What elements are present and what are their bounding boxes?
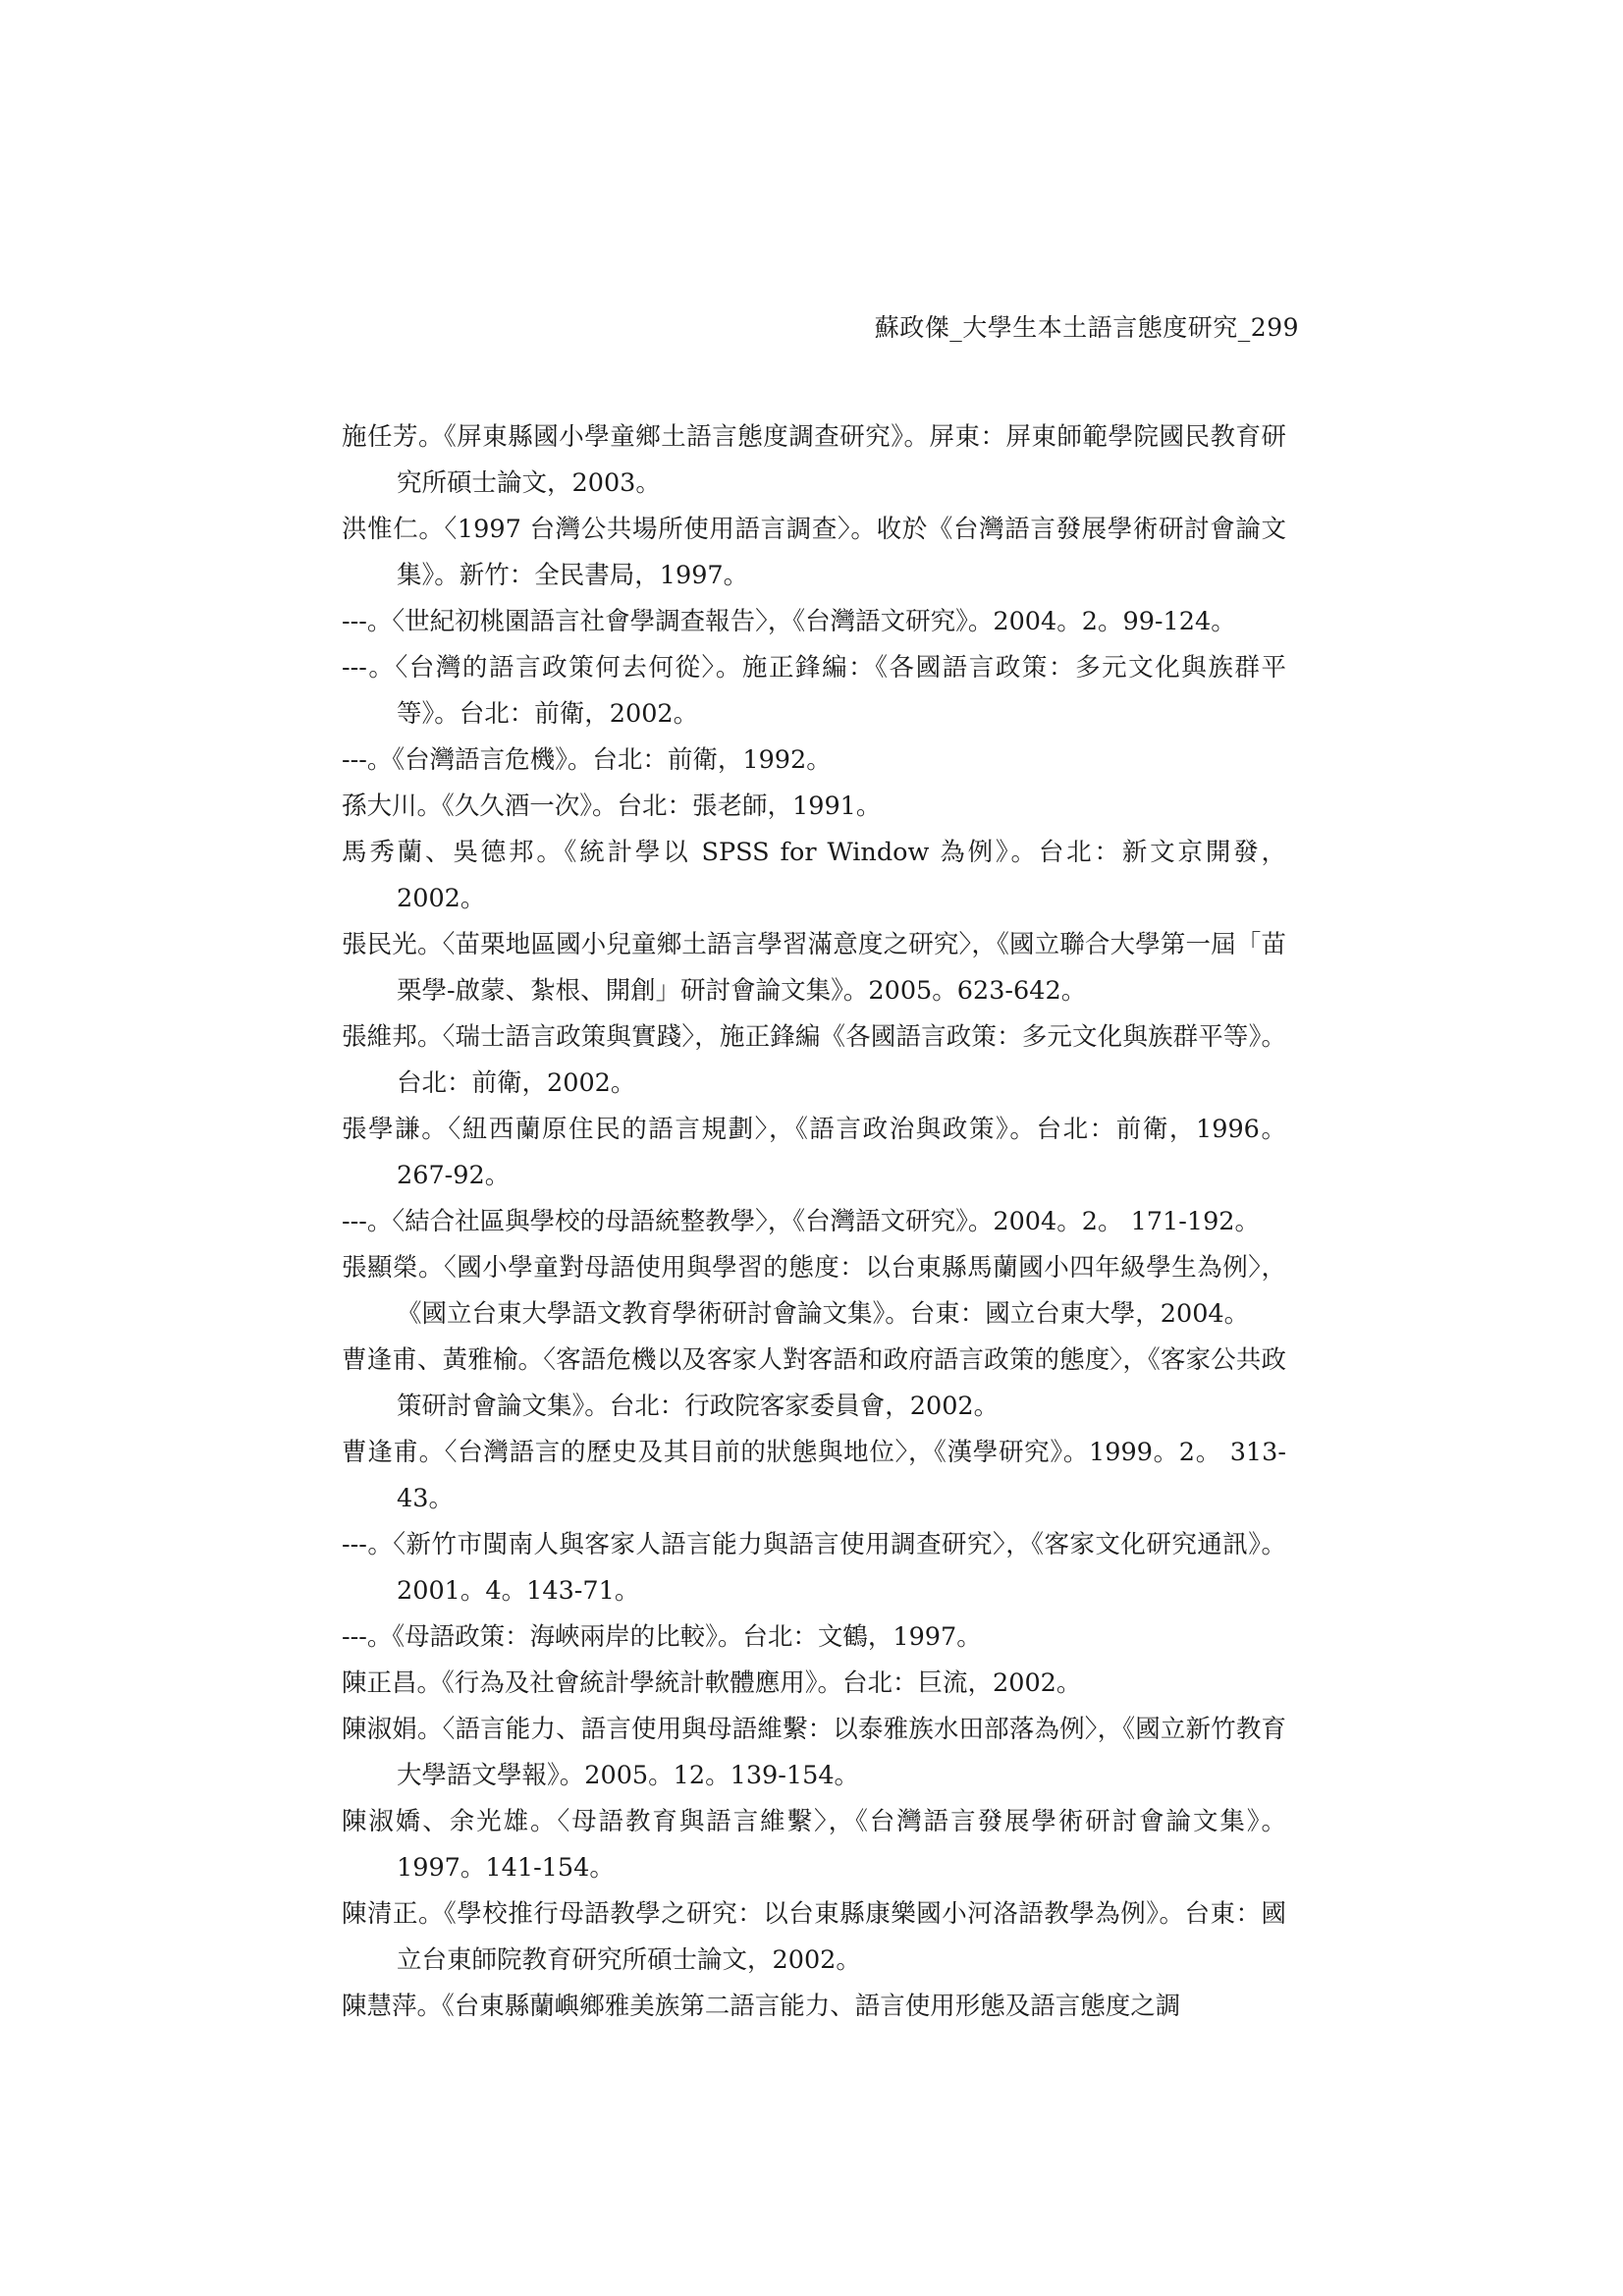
reference-entry: 曹逢甫、黃雅榆。〈客語危機以及客家人對客語和政府語言政策的態度〉，《客家公共政策研討會論文集》。台北：行政院客家委員會，2002。 bbox=[342, 1345, 1286, 1421]
reference-entry: 陳淑娟。〈語言能力、語言使用與母語維繫：以泰雅族水田部落為例〉，《國立新竹教育大學語文學報》。2005。12。139-154。 bbox=[342, 1715, 1286, 1790]
reference-entry: 陳清正。《學校推行母語教學之研究：以台東縣康樂國小河洛語教學為例》。台東：國立台東師院教育研究所碩士論文，2002。 bbox=[342, 1899, 1286, 1975]
reference-entry: 張維邦。〈瑞士語言政策與實踐〉，施正鋒編《各國語言政策：多元文化與族群平等》。台北：前衛，2002。 bbox=[342, 1022, 1286, 1098]
reference-entry: 張民光。〈苗栗地區國小兒童鄉土語言學習滿意度之研究〉，《國立聯合大學第一屆「苗栗學-啟蒙、紮根、開創」研討會論文集》。2005。623-642。 bbox=[342, 930, 1286, 1006]
reference-entry: ---。〈結合社區與學校的母語統整教學〉，《台灣語文研究》。2004。2。 171-192。 bbox=[342, 1207, 1261, 1236]
reference-entry: ---。〈台灣的語言政策何去何從〉。施正鋒編：《各國語言政策：多元文化與族群平等》。台北：前衛，2002。 bbox=[342, 653, 1286, 729]
reference-entry: ---。《母語政策：海峽兩岸的比較》。台北：文鶴，1997。 bbox=[342, 1622, 982, 1652]
running-header: 蘇政傑_大學生本土語言態度研究_299 bbox=[874, 313, 1299, 342]
reference-entry: 張學謙。〈紐西蘭原住民的語言規劃〉，《語言政治與政策》。台北：前衛，1996。267-92。 bbox=[342, 1115, 1286, 1190]
reference-entry: 陳正昌。《行為及社會統計學統計軟體應用》。台北：巨流，2002。 bbox=[342, 1668, 1082, 1698]
reference-list bbox=[342, 414, 1286, 2030]
reference-entry: 洪惟仁。〈1997 台灣公共場所使用語言調查〉。收於《台灣語言發展學術研討會論文集》。新竹：全民書局，1997。 bbox=[342, 515, 1286, 590]
reference-entry: 孫大川。《久久酒一次》。台北：張老師，1991。 bbox=[342, 792, 882, 821]
reference-entry: 曹逢甫。〈台灣語言的歷史及其目前的狀態與地位〉，《漢學研究》。1999。2。 313-43。 bbox=[342, 1438, 1286, 1513]
reference-entry: ---。《台灣語言危機》。台北：前衛，1992。 bbox=[342, 745, 832, 775]
reference-entry: 陳淑嬌、余光雄。〈母語教育與語言維繫〉，《台灣語言發展學術研討會論文集》。1997。141-154。 bbox=[342, 1807, 1286, 1883]
reference-entry: 張顯榮。〈國小學童對母語使用與學習的態度：以台東縣馬蘭國小四年級學生為例〉，《國立台東大學語文教育學術研討會論文集》。台東：國立台東大學，2004。 bbox=[342, 1253, 1286, 1329]
reference-entry: 陳慧萍。《台東縣蘭嶼鄉雅美族第二語言能力、語言使用形態及語言態度之調 bbox=[342, 1992, 1181, 2021]
reference-entry: 馬秀蘭、吳德邦。《統計學以 SPSS for Window 為例》。台北：新文京開發，2002。 bbox=[342, 838, 1286, 913]
reference-entry: ---。〈世紀初桃園語言社會學調查報告〉，《台灣語文研究》。2004。2。99-124。 bbox=[342, 607, 1236, 636]
reference-entry: ---。〈新竹市閩南人與客家人語言能力與語言使用調查研究〉，《客家文化研究通訊》。2001。4。143-71。 bbox=[342, 1530, 1286, 1606]
reference-entry: 施任芳。《屏東縣國小學童鄉土語言態度調查研究》。屏東：屏東師範學院國民教育研究所碩士論文，2003。 bbox=[342, 422, 1286, 498]
